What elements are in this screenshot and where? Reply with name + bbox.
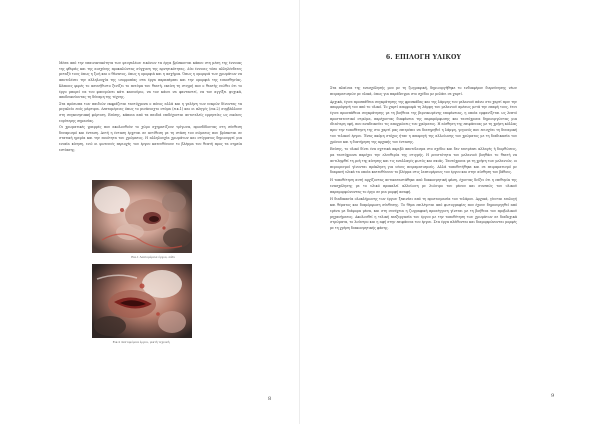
- section-title: 6. ΕΠΙΛΟΓΗ ΥΛΙΚΟΥ: [385, 54, 462, 61]
- left-text-block: [59, 61, 242, 154]
- left-paragraph-1: Μέσα από την υπαινικτικότητα των φευγαλέων εικόνων τα έργα βρίσκονται κάπου στη μέση της έννοιας της φθοράς και της αισχύνης προκαλώντας σύγχυση της αρνητικότητας. Δύο έννοιες τόσο αλληλένδετες μεταξύ τους όπως η ζωή και ο θάνατος, όπως η ομορφιά και η ασχήμια. Όπως η ομορφιά των χρωμάτων να αποτελέσει την αλληλουχία της ισορροπίας στα έργα παραπέμπει και την ομορφιά της ευαισθησίας. Κάποιες φορές το ασυνήθιστο ξενίζει το πνεύμα του θεατή, εκείνη τη στιγμή που ο θεατής νιώθει ότι το έργο μπορεί να του φανερώσει κάτι καινούριο, να τον κάνει να φανταστεί, να τον αγγίξει ψυχικά, αποδεικνύοντας τη δύναμη της τέχνης.: [59, 61, 242, 100]
- left-paragraph-2: Στα πρόσωπα των παιδιών εκφράζεται ταυτόχρονα ο πόνος αλλά και η γαλήνη των νεκρών δίνοντας τα μεγαλείο ενός μάρτυρα. Λεπτομέρειες όπως το μισάνοιχτο στόμα (εικ.1) και οι πληγές (εικ.2) συμβάλλουν στη συγκινησιακή φόρτιση. Επίσης, κάποια από τα παιδιά επιδέχονται αυτοτελείς ερμηνείες ως εικόνες ευρύτερης σημασίας.: [59, 101, 242, 123]
- figure-1-caption: Εικ.1 Λεπτομέρεια έργου, λάδι: [131, 254, 175, 259]
- right-paragraph-4: Η τοποθέτηση αυτή αρχίζοντας αντικαταστάθηκε από διακοσμητική φάση, έχοντας δείξει ότι η επιθυμία της ενασχόλησης με το υλικό προκαλεί αλλοίωση με λιώσιμο του μέσου και συνεπώς του υλικού παραμορφώνοντας το έργο σε μια μορφή ασαφή.: [330, 178, 517, 194]
- right-paragraph-3: Επίσης, το υλικό δίνει ένα σχετικά ακριβό αποτέλεσμα στο σχέδιο και δεν επιτρέπει αλλαγές ή διορθώσεις, μα ταυτόχρονα παρέχει την ελευθερία της στιγμής. Η ρευστότητα του μελανιού βοηθάει το θεατή να αντιληφθεί τη ροή της κίνησης και τις εναλλαγές φωτός και σκιάς. Ταυτόχρονα με τη χρήση των μελανιών, οι περιορισμοί γίνονται πρόκληση για νέους πειραματισμούς. Αλλά τοποθετήθηκε και σε πειραματισμό με διαφανή υλικά τα οποία κατευθύνουν το βλέμμα στις λεπτομέρειες του έργου και στην αίσθηση του βάθους.: [330, 147, 517, 175]
- figure-2-painting-detail: [92, 264, 192, 338]
- right-text-block: [330, 86, 517, 234]
- right-paragraph-2: Αρχικά, έγινε προσπάθεια συγκράτησης της φρεσκάδας και της λάμψης του μελανιού πάνω στο χαρτί πριν την απορρόφησή του από το υλικό. Το χαρτί απορροφά τη λάμψη του μελανιού αμέσως μετά την επαφή τους, έτσι έγινε προσπάθεια συγκράτησης με τη βοήθεια της βερνικωμένης επιφάνειας, η οποία εμφανίζεται ως λεπτό προστατευτικό στρώμα, παρέχοντας διαφάνεια της παραμόρφωσης και ταυτόχρονα δημιουργώντας μια ιδιαίτερη υφή, που αναδεικνύει τις αποχρώσεις του χρώματος. Η αίσθηση της επιφάνειας με τη χρήση κόλλας πριν την τοποθέτηση της στο χαρτί μας επιτρέπει να διατηρηθεί η λάμψη, γεγονός που ενισχύει τη δυναμική του τελικού έργου. Ένας ακόμη στόχος ήταν η αποφυγή της αλλοίωσης του χρώματος με τη διαδικασία του χρόνου και η διατήρηση της αρχικής του έντασης.: [330, 99, 517, 144]
- left-paragraph-3: Οι χρωματικές γραμμές που ακολουθούν το χώρο σχηματίζουν τρίγωνα, προσδίδοντας στη σύνθεση δυναμισμό και ένταση. Αυτή η ένταση έρχεται σε αντίθεση με τη στάση του σώματος που βρίσκεται σε στατική ηρεμία και την ποιότητα του χρώματος. Η αλληλουχία χρωμάτων και στίγματος δημιουργεί μια ενιαία κίνηση, ενώ οι φωτεινές περιοχές του έργου κατευθύνουν το βλέμμα του θεατή προς τα σημεία εστίασης.: [59, 124, 242, 152]
- figure-1-painting-detail: [92, 180, 192, 253]
- painting-detail-icon: [92, 264, 192, 338]
- page-number-left: 8: [268, 396, 272, 402]
- right-paragraph-5: Η διαδικασία ολοκλήρωσης των έργων ξεκινάει από τη προετοιμασία του τελάρου. Αρχικά, γίνεται επιλογή και θέματος και διαμόρφωση σύνθεσης. Το θέμα επιλέγεται από φωτογραφίες που έχουν δημιουργηθεί από εμένα με διάφορα μέσα, και στη συνέχεια η ζωγραφική προσέγγιση γίνεται με τη βοήθεια του προβολικού μηχανήματος. Ακολουθεί η τελική επεξεργασία του έργου με την τοποθέτηση των χρωμάτων σε διαδοχικά στρώματα, το λούστρο και η αφή στην επιφάνεια του έργου. Στα έργα πλάθονται και διαμορφώνονται μορφές με τη χρήση διακοσμητικής φάσης.: [330, 197, 517, 230]
- page-number-right: 9: [551, 393, 555, 399]
- right-paragraph-1: Στα πλαίσια της ενασχόλησής μου με τη ζωγραφική, δημιουργήθηκε το ενδιαφέρον διερεύνησης νέων πειραματισμών με υλικά, όπως για παράδειγμα στο σχέδιο με μελάνι σε χαρτί.: [330, 86, 517, 96]
- figure-2-caption: Εικ.2 Λεπτομέρεια έργου, μικτή τεχνική: [112, 339, 170, 344]
- painting-detail-icon: [92, 180, 192, 253]
